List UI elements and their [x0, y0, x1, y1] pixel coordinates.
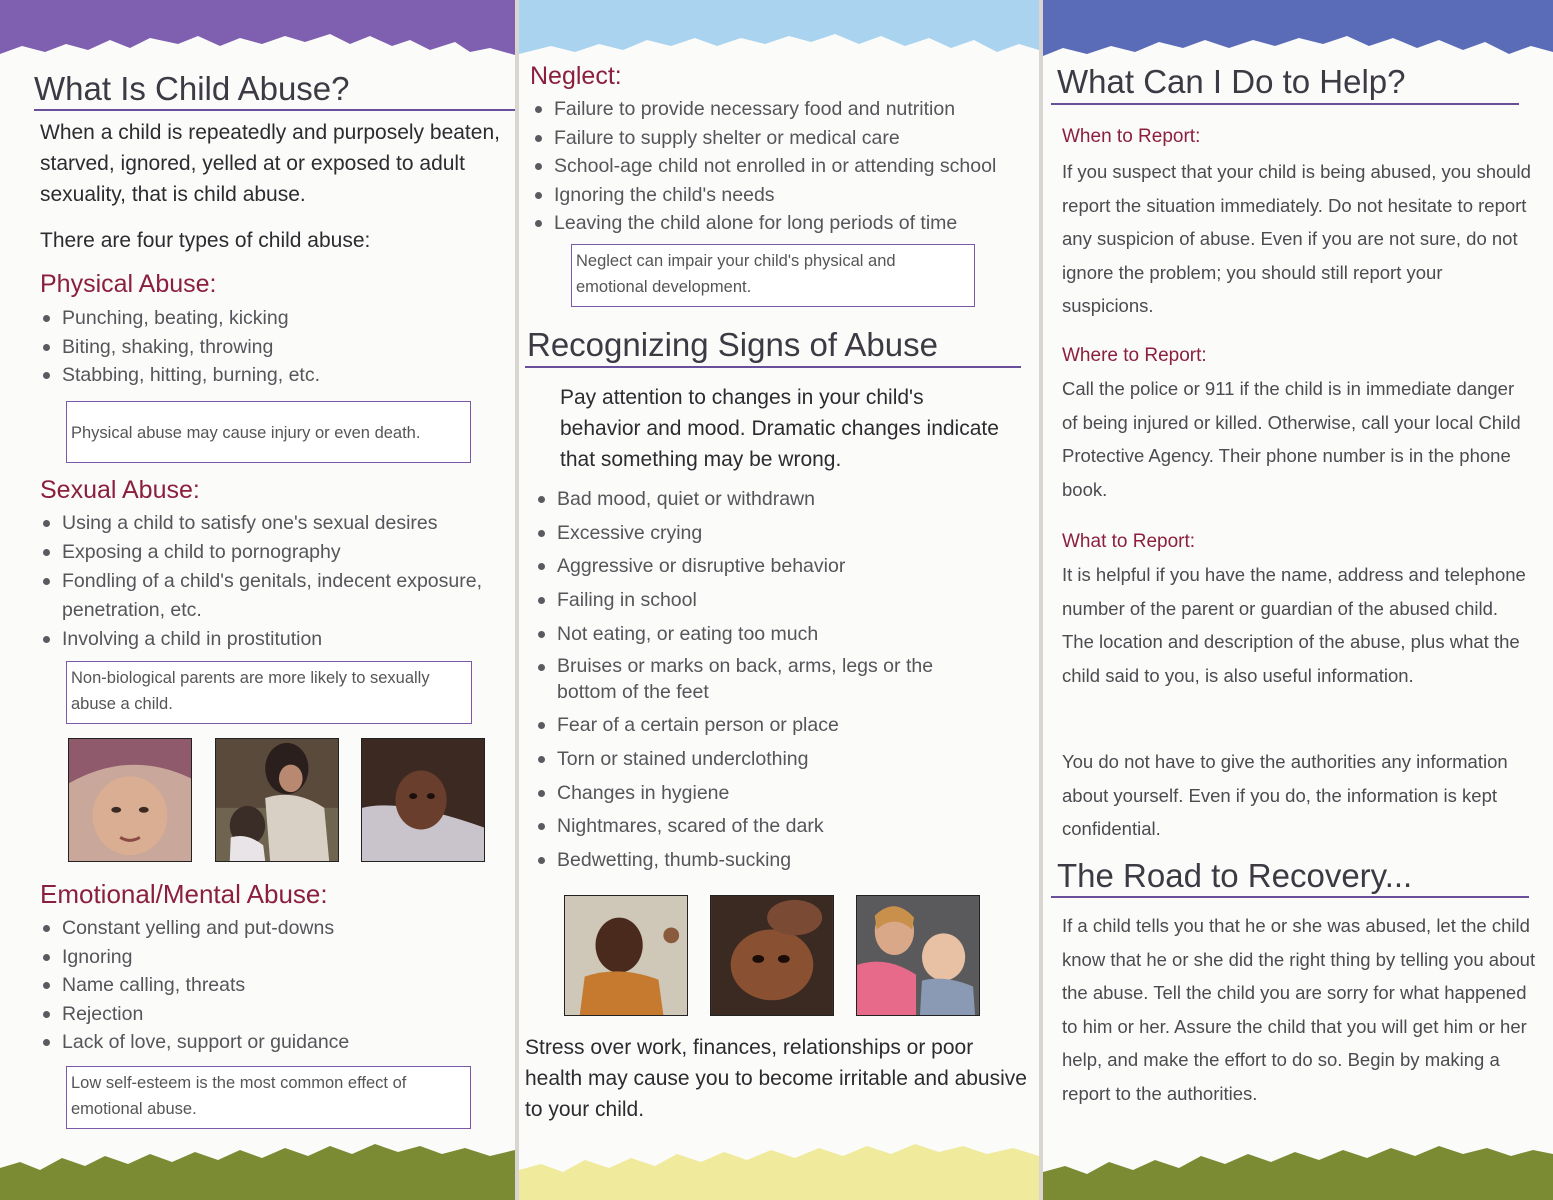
- list-item: Failing in school: [535, 586, 995, 614]
- what-to-report-heading: What to Report:: [1062, 531, 1196, 552]
- sexual-abuse-heading: Sexual Abuse:: [40, 476, 200, 504]
- sexual-abuse-list: [40, 509, 510, 654]
- list-item: Constant yelling and put-downs: [40, 914, 510, 943]
- signs-list: [535, 485, 995, 880]
- photo-mother-and-child: [856, 895, 980, 1016]
- list-item: Nightmares, scared of the dark: [535, 812, 995, 840]
- list-item: Failure to provide necessary food and nutrition: [532, 95, 1032, 124]
- emotional-abuse-note: Low self-esteem is the most common effect of emotional abuse.: [66, 1066, 471, 1129]
- intro-text: When a child is repeatedly and purposely beaten, starved, ignored, yelled at or exposed to adult sexuality, that is child abuse.: [40, 121, 500, 206]
- physical-abuse-note: Physical abuse may cause injury or even death.: [66, 401, 471, 463]
- signs-rule: [525, 366, 1021, 368]
- when-to-report-text: If you suspect that your child is being abused, you should report the situation immediately. Do not hesitate to report any suspicion of abuse. Even if you are not sure, do not ignore the problem; you should still report your suspicions.: [1062, 161, 1531, 316]
- page-title: What Is Child Abuse?: [34, 70, 350, 107]
- list-item: Fear of a certain person or place: [535, 711, 995, 739]
- recovery-text: If a child tells you that he or she was abused, let the child know that he or she did the right thing by telling you about the abuse. Tell the child you are sorry for what happened to him or her. Assure the child that you will get him or her help, and make the effort to do so. Begin by making a report to the authorities.: [1062, 915, 1536, 1104]
- list-item: Exposing a child to pornography: [40, 538, 510, 567]
- list-item: Biting, shaking, throwing: [40, 333, 510, 362]
- list-item: Name calling, threats: [40, 971, 510, 1000]
- bottom-band-green: [0, 1140, 515, 1200]
- help-title: What Can I Do to Help?: [1057, 63, 1406, 100]
- neglect-note: Neglect can impair your child's physical and emotional development.: [571, 244, 975, 307]
- neglect-heading: Neglect:: [530, 62, 622, 90]
- top-band-purple: [0, 0, 515, 80]
- list-item: Rejection: [40, 1000, 510, 1029]
- list-item: Ignoring the child's needs: [532, 181, 1032, 210]
- list-item: Lack of love, support or guidance: [40, 1028, 510, 1057]
- bottom-band-yellow: [519, 1140, 1039, 1200]
- photo-crying-child: [710, 895, 834, 1016]
- neglect-list: [532, 95, 1032, 238]
- recovery-title: The Road to Recovery...: [1057, 857, 1413, 894]
- list-item: Failure to supply shelter or medical care: [532, 124, 1032, 153]
- signs-title: Recognizing Signs of Abuse: [527, 326, 938, 363]
- title-rule: [34, 109, 515, 111]
- list-item: Changes in hygiene: [535, 779, 995, 807]
- list-item: Bruises or marks on back, arms, legs or the bottom of the feet: [535, 653, 995, 705]
- where-to-report-text: Call the police or 911 if the child is in immediate danger of being injured or killed. Otherwise, call your local Child Protective Agency. Their phone number is in the phone book.: [1062, 378, 1521, 500]
- recovery-rule: [1051, 896, 1529, 898]
- photo-child-in-hat: [68, 738, 192, 862]
- list-item: Not eating, or eating too much: [535, 620, 995, 648]
- middle-panel: [519, 0, 1039, 1200]
- list-item: Involving a child in prostitution: [40, 625, 510, 654]
- list-item: Torn or stained underclothing: [535, 745, 995, 773]
- help-rule: [1051, 103, 1519, 105]
- where-to-report-heading: Where to Report:: [1062, 345, 1207, 366]
- signs-lead: Pay attention to changes in your child's behavior and mood. Dramatic changes indicate that something may be wrong.: [560, 386, 999, 471]
- emotional-abuse-list: [40, 914, 510, 1057]
- list-item: Leaving the child alone for long periods of time: [532, 209, 1032, 238]
- physical-abuse-heading: Physical Abuse:: [40, 270, 217, 298]
- list-item: Aggressive or disruptive behavior: [535, 552, 995, 580]
- list-item: Stabbing, hitting, burning, etc.: [40, 361, 510, 390]
- emotional-abuse-heading: Emotional/Mental Abuse:: [40, 879, 328, 909]
- what-to-report-text: It is helpful if you have the name, address and telephone number of the parent or guardian of the abused child. The location and description of the abuse, plus what the child said to you, is also useful information.: [1062, 564, 1526, 686]
- right-panel: [1043, 0, 1553, 1200]
- list-item: Bad mood, quiet or withdrawn: [535, 485, 995, 513]
- physical-abuse-list: [40, 304, 510, 390]
- confidential-info-text: You do not have to give the authorities any information about yourself. Even if you do, the information is kept confidential.: [1062, 751, 1508, 839]
- list-item: Fondling of a child's genitals, indecent exposure, penetration, etc.: [40, 567, 510, 625]
- left-panel: [0, 0, 515, 1200]
- bottom-band-green: [1043, 1140, 1553, 1200]
- list-item: Ignoring: [40, 943, 510, 972]
- list-item: Bedwetting, thumb-sucking: [535, 846, 995, 874]
- list-item: Excessive crying: [535, 519, 995, 547]
- when-to-report-heading: When to Report:: [1062, 126, 1201, 147]
- sexual-abuse-note: Non-biological parents are more likely to sexually abuse a child.: [66, 661, 472, 724]
- list-item: Punching, beating, kicking: [40, 304, 510, 333]
- photo-boy-in-bed: [361, 738, 485, 862]
- photo-woman-with-child: [215, 738, 339, 862]
- stress-text: Stress over work, finances, relationships or poor health may cause you to become irritable and abusive to your child.: [525, 1036, 1027, 1121]
- list-item: School-age child not enrolled in or attending school: [532, 152, 1032, 181]
- types-intro: There are four types of child abuse:: [40, 229, 371, 252]
- list-item: Using a child to satisfy one's sexual desires: [40, 509, 510, 538]
- photo-boy-sad: [564, 895, 688, 1016]
